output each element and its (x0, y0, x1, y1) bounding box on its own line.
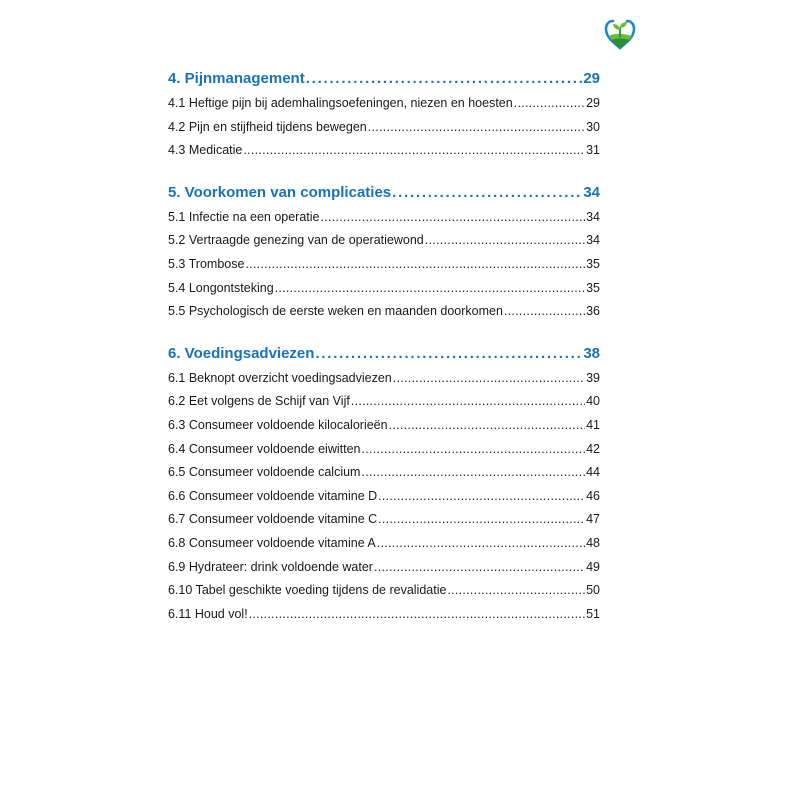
toc-entry-label: 5.5 Psychologisch de eerste weken en maanden doorkomen (168, 304, 503, 319)
toc-leader-dots (378, 508, 585, 532)
toc-entry-label: 6.9 Hydrateer: drink voldoende water (168, 559, 373, 574)
toc-entry-page: 36 (586, 304, 600, 319)
toc-entry-page: 42 (586, 441, 600, 456)
toc-heading-page: 29 (583, 70, 600, 87)
toc-entry-page: 49 (586, 559, 600, 574)
toc-entry-label: 6.3 Consumeer voldoende kilocalorieën (168, 417, 388, 432)
toc-entry-label: 4.3 Medicatie (168, 143, 243, 158)
toc-heading-page: 38 (583, 344, 600, 362)
toc-entry-page: 34 (586, 209, 600, 224)
toc-entry[interactable] (168, 461, 600, 485)
toc-entry[interactable] (168, 253, 600, 277)
toc-entry-label: 6.7 Consumeer voldoende vitamine C (168, 512, 378, 527)
toc-entry-label: 6.1 Beknopt overzicht voedingsadviezen (168, 370, 392, 385)
toc-entry-page: 35 (586, 280, 600, 295)
toc-entry-label: 6.5 Consumeer voldoende calcium (168, 465, 361, 480)
toc-leader-dots (368, 116, 585, 140)
toc-entry[interactable] (168, 92, 600, 116)
toc-section (168, 182, 600, 324)
toc-heading-title: 5. Voorkomen van complicaties (168, 183, 392, 201)
toc-section (168, 68, 600, 163)
toc-leader-dots (514, 92, 585, 116)
toc-entry[interactable] (168, 579, 600, 603)
toc-entry[interactable] (168, 532, 600, 556)
toc-entry-page: 50 (586, 583, 600, 598)
toc-entry-label: 5.3 Trombose (168, 256, 245, 271)
toc-entry-page: 44 (586, 465, 600, 480)
toc-entry[interactable] (168, 300, 600, 324)
toc-heading-title: 6. Voedingsadviezen (168, 344, 315, 362)
toc-leader-dots (378, 485, 585, 509)
toc-entry[interactable] (168, 390, 600, 414)
toc-entry[interactable] (168, 139, 600, 163)
toc-entry-label: 6.10 Tabel geschikte voeding tijdens de revalidatie (168, 583, 447, 598)
toc-entry-label: 4.2 Pijn en stijfheid tijdens bewegen (168, 119, 367, 134)
toc-entry-page: 39 (586, 370, 600, 385)
toc-entry-label: 6.6 Consumeer voldoende vitamine D (168, 488, 378, 503)
toc-entry-page: 47 (586, 512, 600, 527)
toc-leader-dots (275, 277, 585, 301)
toc-entry-label: 5.4 Longontsteking (168, 280, 274, 295)
toc-leader-dots (245, 253, 585, 277)
sprout-heart-icon (603, 16, 637, 50)
toc-entry[interactable] (168, 508, 600, 532)
toc-entry-label: 5.2 Vertraagde genezing van de operatiewond (168, 233, 424, 248)
table-of-contents (168, 68, 600, 645)
toc-leader-dots (389, 414, 586, 438)
toc-leader-dots (351, 390, 585, 414)
toc-leader-dots (249, 603, 585, 627)
toc-entry-label: 6.8 Consumeer voldoende vitamine A (168, 535, 376, 550)
toc-entry[interactable] (168, 556, 600, 580)
toc-leader-dots (393, 367, 585, 391)
toc-leader-dots (377, 532, 585, 556)
toc-entry-page: 31 (586, 143, 600, 158)
toc-leader-dots (447, 579, 585, 603)
toc-entry[interactable] (168, 603, 600, 627)
toc-leader-dots (306, 68, 583, 90)
toc-entry-page: 29 (586, 96, 600, 110)
toc-leader-dots (315, 343, 582, 365)
toc-entry[interactable] (168, 277, 600, 301)
toc-entry-page: 34 (586, 233, 600, 248)
toc-leader-dots (425, 229, 585, 253)
toc-leader-dots (321, 206, 586, 230)
toc-entry[interactable] (168, 485, 600, 509)
toc-entry[interactable] (168, 206, 600, 230)
toc-entry-label: 6.2 Eet volgens de Schijf van Vijf (168, 394, 350, 409)
toc-entry[interactable] (168, 414, 600, 438)
toc-entry-page: 40 (586, 394, 600, 409)
toc-leader-dots (361, 438, 585, 462)
toc-entry[interactable] (168, 438, 600, 462)
toc-entry-label: 4.1 Heftige pijn bij ademhalingsoefeningen, niezen en hoesten (168, 96, 513, 110)
toc-entry-label: 6.4 Consumeer voldoende eiwitten (168, 441, 361, 456)
toc-leader-dots (243, 139, 585, 163)
toc-entry-page: 30 (586, 119, 600, 134)
toc-leader-dots (392, 182, 582, 204)
toc-leader-dots (374, 556, 585, 580)
toc-entry[interactable] (168, 116, 600, 140)
toc-entry-page: 35 (586, 256, 600, 271)
toc-heading-title: 4. Pijnmanagement (168, 70, 305, 87)
toc-entry-page: 48 (586, 535, 600, 550)
toc-heading-page: 34 (583, 183, 600, 201)
toc-leader-dots (361, 461, 585, 485)
toc-entry-page: 41 (586, 417, 600, 432)
toc-entry-page: 51 (586, 606, 600, 621)
toc-section-heading[interactable] (168, 182, 600, 204)
toc-leader-dots (504, 300, 585, 324)
toc-entry[interactable] (168, 229, 600, 253)
toc-section-heading[interactable] (168, 343, 600, 365)
logo-graphic (603, 16, 637, 50)
toc-section (168, 343, 600, 627)
toc-entry[interactable] (168, 367, 600, 391)
toc-section-heading[interactable] (168, 68, 600, 90)
toc-entry-page: 46 (586, 488, 600, 503)
toc-entry-label: 5.1 Infectie na een operatie (168, 209, 320, 224)
toc-entry-label: 6.11 Houd vol! (168, 606, 248, 621)
